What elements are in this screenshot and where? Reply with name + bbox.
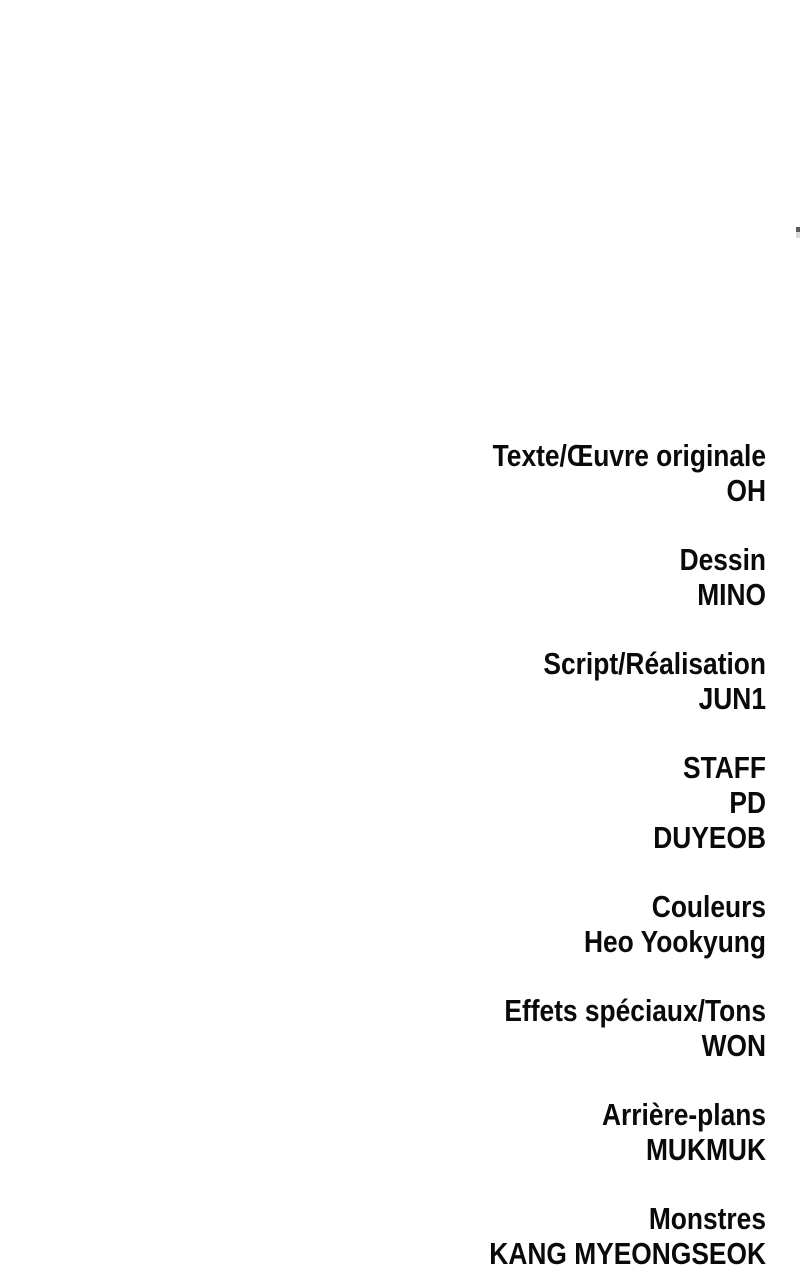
credit-group-script [206,647,766,716]
credit-name: DUYEOB [653,819,766,855]
credit-name: OH [726,472,766,508]
edge-artifact-lower [796,232,800,238]
credit-role: STAFF [683,750,766,786]
credit-role: Texte/Œuvre originale [492,438,766,473]
credit-name: MUKMUK [645,1131,766,1167]
credit-role: Arrière-plans [601,1097,766,1133]
credits-list [206,439,766,1272]
credit-role: PD [729,784,766,820]
credit-group-backgrounds [206,1098,766,1167]
credit-group-original-work [206,439,766,508]
credit-name: WON [701,1027,766,1063]
credit-group-staff [206,751,766,855]
credit-name: KANG MYEONGSEOK [489,1236,766,1272]
credit-group-special-effects [206,994,766,1063]
credit-group-art [206,543,766,612]
credit-group-monsters [206,1202,766,1271]
credit-role: Couleurs [651,889,766,925]
credit-role: Effets spéciaux/Tons [504,993,766,1029]
credit-group-colors [206,890,766,959]
credit-name: JUN1 [698,680,766,716]
credit-name: MINO [697,576,766,612]
credit-name: Heo Yookyung [583,923,766,959]
credit-role: Monstres [648,1201,766,1237]
credit-role: Dessin [679,542,766,578]
credit-role: Script/Réalisation [543,646,766,682]
